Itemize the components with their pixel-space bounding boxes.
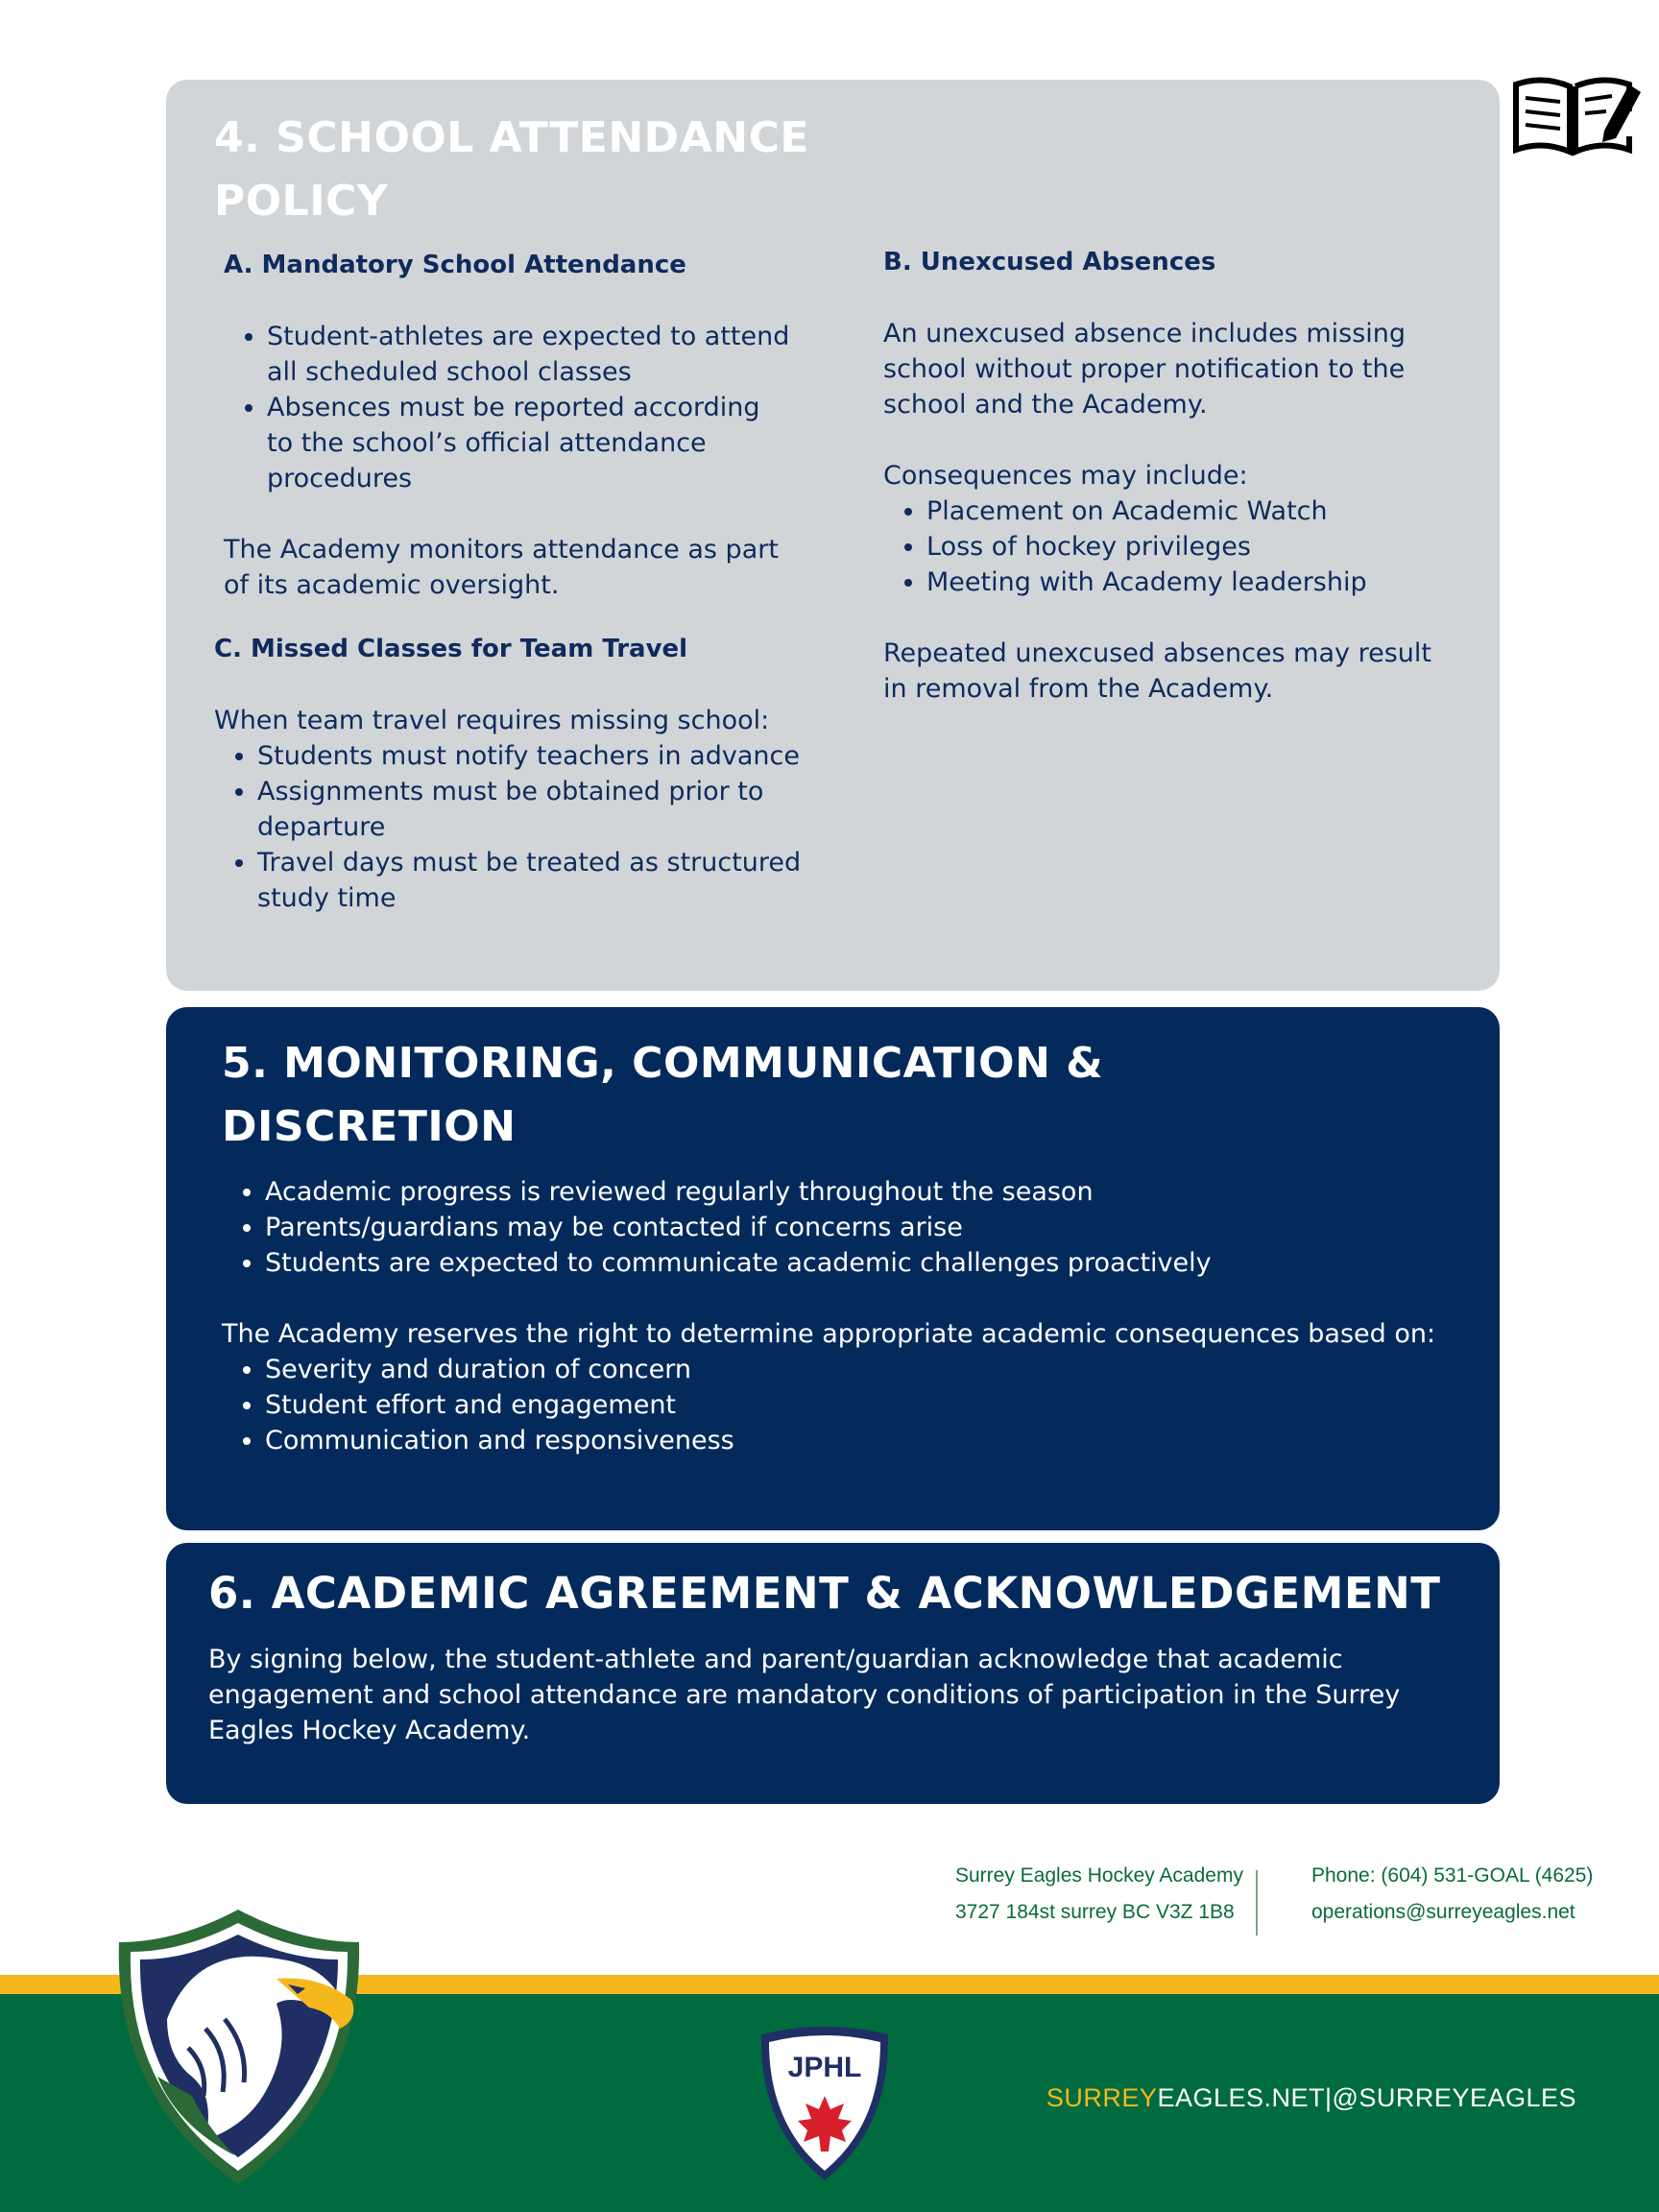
section-title: 6. ACADEMIC AGREEMENT & ACKNOWLEDGEMENT — [208, 1568, 1441, 1619]
section-body — [222, 1174, 1470, 1458]
contact-address-block — [955, 1858, 1243, 1931]
subsection-heading: A. Mandatory School Attendance — [224, 251, 686, 279]
list-item: • Student-athletes are expected to attend all scheduled school classes — [267, 319, 790, 390]
subsection-mandatory-attendance — [224, 248, 790, 603]
eagle-crest-logo — [100, 1904, 376, 2190]
bullet-list — [222, 1174, 1470, 1281]
address: 3727 184st surrey BC V3Z 1B8 — [955, 1901, 1235, 1923]
paragraph: An unexcused absence includes missing school without proper notification to the school and the Academy. — [883, 319, 1407, 420]
list-item: • Parents/guardians may be contacted if concerns arise — [265, 1210, 1470, 1245]
divider — [1256, 1870, 1258, 1936]
section-title: 4. SCHOOL ATTENDANCE POLICY — [214, 113, 809, 226]
contact-info-block — [1311, 1858, 1593, 1931]
jphl-league-logo — [756, 2023, 894, 2184]
org-name: Surrey Eagles Hockey Academy — [955, 1864, 1243, 1887]
list-item: • Loss of hockey privileges — [926, 529, 1459, 565]
paragraph: Repeated unexcused absences may result in removal from the Academy. — [883, 638, 1431, 704]
bullet-list — [883, 493, 1459, 600]
phone: Phone: (604) 531-GOAL (4625) — [1311, 1864, 1594, 1887]
list-item: • Meeting with Academy leadership — [926, 565, 1459, 600]
list-item: • Assignments must be obtained prior to departure — [257, 774, 829, 845]
list-item: • Absences must be reported according to the school’s official attendance procedures — [267, 390, 790, 496]
subsection-team-travel — [214, 632, 829, 916]
subsection-heading: C. Missed Classes for Team Travel — [214, 635, 688, 663]
list-item: • Severity and duration of concern — [265, 1352, 1470, 1387]
paragraph: When team travel requires missing school: — [214, 706, 770, 735]
paragraph: The Academy monitors attendance as part of its academic oversight. — [224, 535, 779, 600]
list-item: • Placement on Academic Watch — [926, 493, 1459, 529]
paragraph: Consequences may include: — [883, 461, 1248, 491]
paragraph: By signing below, the student-athlete and parent/guardian acknowledge that academic engagement and school attendance are mandatory conditions of participation in the Surrey Eagles Hockey Academy. — [208, 1645, 1401, 1745]
subsection-unexcused-absences — [883, 245, 1459, 707]
list-item: • Student effort and engagement — [265, 1387, 1470, 1423]
social-links — [1046, 2083, 1576, 2113]
separator: | — [1325, 2083, 1333, 2112]
paragraph: The Academy reserves the right to determine appropriate academic consequences based on: — [222, 1319, 1436, 1349]
bullet-list — [222, 1352, 1470, 1458]
section-body — [208, 1642, 1456, 1748]
website-part1[interactable]: SURREY — [1046, 2083, 1158, 2112]
list-item: • Students are expected to communicate academic challenges proactively — [265, 1245, 1470, 1281]
list-item: • Academic progress is reviewed regularly throughout the season — [265, 1174, 1470, 1210]
subsection-heading: B. Unexcused Absences — [883, 248, 1216, 276]
section-monitoring — [166, 1007, 1500, 1530]
section-agreement — [166, 1543, 1500, 1804]
bullet-list — [224, 319, 790, 496]
list-item: • Communication and responsiveness — [265, 1423, 1470, 1458]
section-title: 5. MONITORING, COMMUNICATION & DISCRETION — [222, 1039, 1104, 1151]
list-item: • Travel days must be treated as structured study time — [257, 845, 829, 916]
email-link[interactable]: operations@surreyeagles.net — [1311, 1901, 1575, 1923]
bullet-list — [214, 738, 829, 916]
list-item: • Students must notify teachers in advance — [257, 738, 829, 774]
jphl-text: JPHL — [787, 2052, 862, 2083]
section-school-attendance — [166, 80, 1500, 991]
website-part2[interactable]: EAGLES.NET — [1157, 2083, 1325, 2112]
book-pencil-icon — [1512, 73, 1645, 157]
social-handle[interactable]: @SURREYEAGLES — [1332, 2083, 1576, 2112]
